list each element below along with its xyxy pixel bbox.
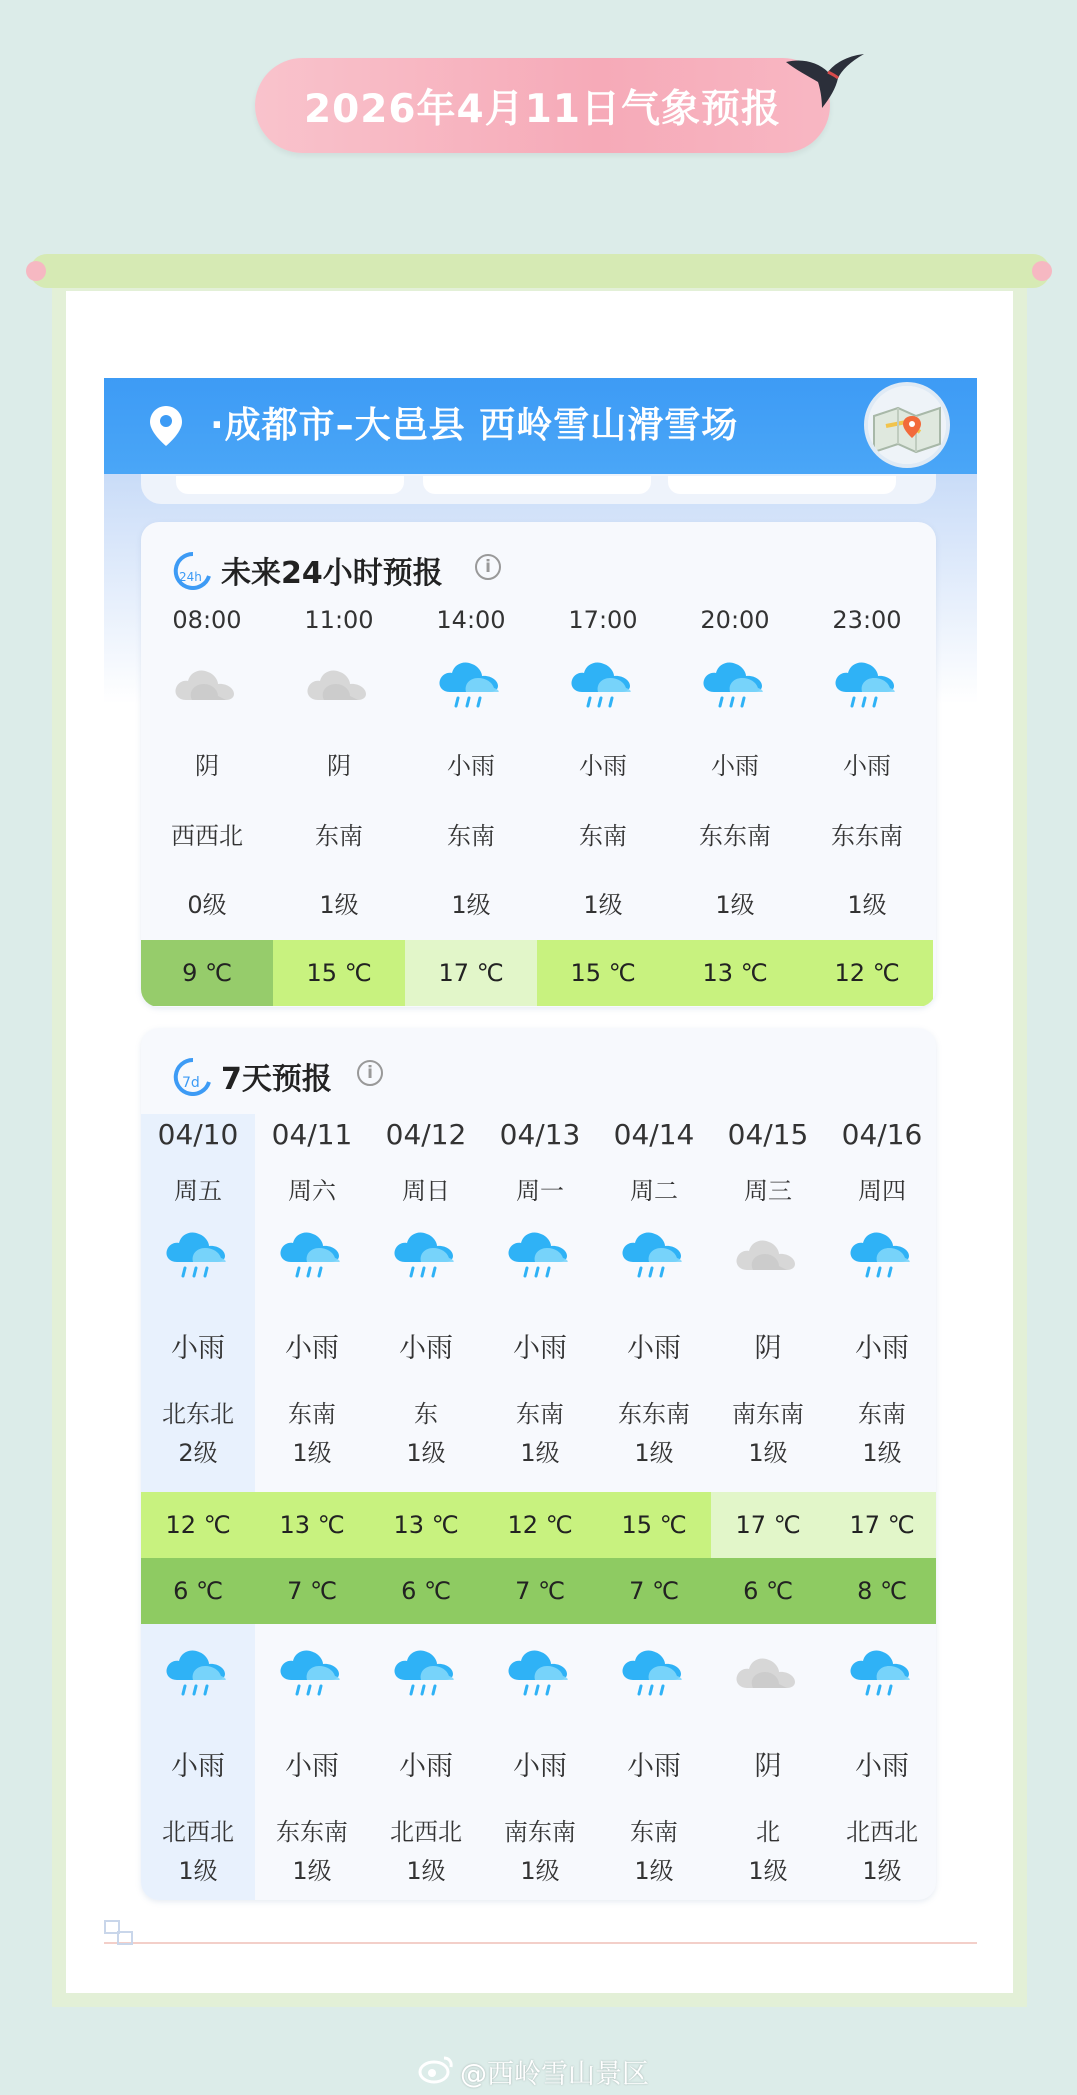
- page-title: 2026年4月11日气象预报: [304, 86, 781, 132]
- night-wind-level: 1级: [748, 1857, 788, 1885]
- night-wind-level: 1级: [292, 1857, 332, 1885]
- weather-icon-wrap: [568, 656, 638, 712]
- weather-icon-wrap: [391, 1644, 461, 1700]
- hourly-column[interactable]: [405, 522, 537, 1007]
- map-icon: [868, 386, 946, 464]
- night-wind-direction: 北西北: [162, 1818, 234, 1846]
- hourly-column[interactable]: [141, 522, 273, 1007]
- title-banner: [255, 58, 830, 153]
- weather-icon-wrap: [172, 656, 242, 712]
- weather-icon-wrap: [505, 1226, 575, 1282]
- high-temperature: 15 ℃: [597, 1492, 711, 1558]
- hour-weather: 小雨: [447, 752, 495, 780]
- low-temperature: 7 ℃: [597, 1558, 711, 1624]
- day-weekday: 周二: [630, 1177, 678, 1205]
- day-weather: 小雨: [513, 1333, 567, 1364]
- day-wind-direction: 东南: [516, 1400, 564, 1428]
- weather-icon-wrap: [304, 656, 374, 712]
- weather-icon-wrap: [847, 1226, 917, 1282]
- light-rain-icon: [163, 1226, 233, 1282]
- daily-column[interactable]: [597, 1028, 711, 1900]
- weather-icon-wrap: [619, 1644, 689, 1700]
- weather-icon-wrap: [277, 1226, 347, 1282]
- day-date: 04/14: [613, 1118, 695, 1151]
- day-weather: 小雨: [855, 1333, 909, 1364]
- daily-column[interactable]: [141, 1028, 255, 1900]
- day-wind-direction: 南东南: [732, 1400, 804, 1428]
- hour-weather: 小雨: [843, 752, 891, 780]
- daily-title: 7天预报: [221, 1062, 332, 1097]
- location-name: ·成都市–大邑县 西岭雪山滑雪场: [210, 405, 739, 446]
- night-wind-level: 1级: [520, 1857, 560, 1885]
- hour-time: 14:00: [436, 606, 506, 634]
- low-temperature: 6 ℃: [141, 1558, 255, 1624]
- hour-wind-direction: 东东南: [699, 822, 771, 850]
- day-weather: 小雨: [171, 1333, 225, 1364]
- footer-divider: [104, 1942, 977, 1944]
- night-wind-direction: 南东南: [504, 1818, 576, 1846]
- weather-icon-wrap: [277, 1644, 347, 1700]
- hour-time: 11:00: [304, 606, 374, 634]
- weather-icon-wrap: [505, 1644, 575, 1700]
- hour-wind-direction: 东南: [315, 822, 363, 850]
- light-rain-icon: [277, 1644, 347, 1700]
- weather-icon-wrap: [619, 1226, 689, 1282]
- high-temperature: 13 ℃: [255, 1492, 369, 1558]
- day-wind-level: 1级: [634, 1439, 674, 1467]
- night-weather: 小雨: [513, 1751, 567, 1782]
- hour-time: 23:00: [832, 606, 902, 634]
- weibo-icon: [418, 2054, 454, 2084]
- light-rain-icon: [505, 1644, 575, 1700]
- day-weekday: 周三: [744, 1177, 792, 1205]
- day-weather: 小雨: [399, 1333, 453, 1364]
- day-weekday: 周六: [288, 1177, 336, 1205]
- light-rain-icon: [700, 656, 770, 712]
- night-wind-level: 1级: [406, 1857, 446, 1885]
- hour-wind-direction: 东东南: [831, 822, 903, 850]
- day-date: 04/15: [727, 1118, 809, 1151]
- scroll-rod-end: [26, 261, 46, 281]
- hourly-forecast-card: [141, 522, 936, 1007]
- hour-temperature: 9 ℃: [141, 940, 273, 1006]
- day-date: 04/13: [499, 1118, 581, 1151]
- hour-wind-level: 1级: [715, 891, 755, 919]
- info-icon[interactable]: i: [475, 554, 501, 580]
- hour-temperature: 15 ℃: [273, 940, 405, 1006]
- hourly-column[interactable]: [273, 522, 405, 1007]
- hourly-icon-label: 24h: [179, 570, 202, 584]
- daily-column[interactable]: [711, 1028, 825, 1900]
- watermark-text: @西岭雪山景区: [460, 2059, 649, 2090]
- day-wind-level: 1级: [292, 1439, 332, 1467]
- scroll-rod-end: [1032, 261, 1052, 281]
- info-icon[interactable]: i: [357, 1060, 383, 1086]
- night-wind-level: 1级: [634, 1857, 674, 1885]
- night-weather: 小雨: [855, 1751, 909, 1782]
- light-rain-icon: [505, 1226, 575, 1282]
- weather-icon-wrap: [163, 1226, 233, 1282]
- light-rain-icon: [391, 1226, 461, 1282]
- light-rain-icon: [163, 1644, 233, 1700]
- weather-icon-wrap: [700, 656, 770, 712]
- cloudy-icon: [733, 1644, 803, 1700]
- night-wind-direction: 东南: [630, 1818, 678, 1846]
- high-temperature: 13 ℃: [369, 1492, 483, 1558]
- high-temperature: 12 ℃: [141, 1492, 255, 1558]
- light-rain-icon: [847, 1226, 917, 1282]
- day-wind-direction: 东东南: [618, 1400, 690, 1428]
- cloudy-icon: [304, 656, 374, 712]
- night-wind-direction: 北西北: [390, 1818, 462, 1846]
- day-wind-direction: 东: [414, 1400, 438, 1428]
- hour-weather: 小雨: [579, 752, 627, 780]
- low-temperature: 7 ℃: [255, 1558, 369, 1624]
- light-rain-icon: [832, 656, 902, 712]
- corner-ornament-icon: [104, 1920, 134, 1946]
- day-date: 04/10: [157, 1118, 239, 1151]
- map-button[interactable]: [864, 382, 950, 468]
- low-temperature: 6 ℃: [369, 1558, 483, 1624]
- day-wind-level: 2级: [178, 1439, 218, 1467]
- hour-temperature: 17 ℃: [405, 940, 537, 1006]
- scroll-rod: [30, 254, 1050, 288]
- weather-icon-wrap: [391, 1226, 461, 1282]
- day-weather: 小雨: [627, 1333, 681, 1364]
- low-temperature: 8 ℃: [825, 1558, 936, 1624]
- light-rain-icon: [391, 1644, 461, 1700]
- location-pin-icon: [148, 404, 184, 448]
- collapsed-tab[interactable]: [423, 476, 651, 494]
- hour-temperature: 15 ℃: [537, 940, 669, 1006]
- day-weekday: 周日: [402, 1177, 450, 1205]
- day-date: 04/16: [841, 1118, 923, 1151]
- collapsed-tab[interactable]: [176, 476, 404, 494]
- hour-wind-level: 1级: [583, 891, 623, 919]
- light-rain-icon: [847, 1644, 917, 1700]
- night-wind-direction: 东东南: [276, 1818, 348, 1846]
- collapsed-tab[interactable]: [668, 476, 896, 494]
- night-weather: 小雨: [399, 1751, 453, 1782]
- day-weekday: 周一: [516, 1177, 564, 1205]
- daily-column[interactable]: [369, 1028, 483, 1900]
- night-wind-level: 1级: [862, 1857, 902, 1885]
- night-wind-level: 1级: [178, 1857, 218, 1885]
- daily-icon-label: 7d: [182, 1075, 200, 1091]
- hour-wind-direction: 东南: [447, 822, 495, 850]
- weather-icon-wrap: [733, 1226, 803, 1282]
- weather-icon-wrap: [847, 1644, 917, 1700]
- night-weather: 小雨: [627, 1751, 681, 1782]
- day-wind-level: 1级: [748, 1439, 788, 1467]
- light-rain-icon: [436, 656, 506, 712]
- hourly-column[interactable]: [801, 522, 933, 1007]
- daily-column[interactable]: [825, 1028, 936, 1900]
- day-wind-level: 1级: [862, 1439, 902, 1467]
- day-wind-direction: 北东北: [162, 1400, 234, 1428]
- light-rain-icon: [568, 656, 638, 712]
- hourly-column[interactable]: [669, 522, 801, 1007]
- night-weather: 小雨: [285, 1751, 339, 1782]
- weather-icon-wrap: [163, 1644, 233, 1700]
- low-temperature: 7 ℃: [483, 1558, 597, 1624]
- weather-icon-wrap: [832, 656, 902, 712]
- night-weather: 阴: [754, 1751, 782, 1782]
- night-wind-direction: 北西北: [846, 1818, 918, 1846]
- cloudy-icon: [733, 1226, 803, 1282]
- day-wind-direction: 东南: [288, 1400, 336, 1428]
- day-wind-level: 1级: [406, 1439, 446, 1467]
- weather-icon-wrap: [733, 1644, 803, 1700]
- hour-weather: 小雨: [711, 752, 759, 780]
- hour-wind-level: 1级: [451, 891, 491, 919]
- light-rain-icon: [619, 1644, 689, 1700]
- night-wind-direction: 北: [756, 1818, 780, 1846]
- weather-icon-wrap: [436, 656, 506, 712]
- light-rain-icon: [619, 1226, 689, 1282]
- daily-column[interactable]: [255, 1028, 369, 1900]
- daily-column[interactable]: [483, 1028, 597, 1900]
- cloudy-icon: [172, 656, 242, 712]
- light-rain-icon: [277, 1226, 347, 1282]
- day-date: 04/11: [271, 1118, 353, 1151]
- day-weather: 阴: [754, 1333, 782, 1364]
- day-wind-level: 1级: [520, 1439, 560, 1467]
- hour-wind-level: 1级: [847, 891, 887, 919]
- hour-time: 17:00: [568, 606, 638, 634]
- day-date: 04/12: [385, 1118, 467, 1151]
- hour-wind-direction: 东南: [579, 822, 627, 850]
- hour-weather: 阴: [195, 752, 219, 780]
- hourly-title: 未来24小时预报: [221, 556, 443, 591]
- hourly-column[interactable]: [537, 522, 669, 1007]
- day-weather: 小雨: [285, 1333, 339, 1364]
- day-wind-direction: 东南: [858, 1400, 906, 1428]
- low-temperature: 6 ℃: [711, 1558, 825, 1624]
- night-weather: 小雨: [171, 1751, 225, 1782]
- high-temperature: 12 ℃: [483, 1492, 597, 1558]
- hour-temperature: 12 ℃: [801, 940, 933, 1006]
- day-weekday: 周四: [858, 1177, 906, 1205]
- hour-wind-direction: 西西北: [171, 822, 243, 850]
- hour-time: 08:00: [172, 606, 242, 634]
- hour-wind-level: 1级: [319, 891, 359, 919]
- hour-time: 20:00: [700, 606, 770, 634]
- high-temperature: 17 ℃: [825, 1492, 936, 1558]
- swallow-icon: [782, 48, 866, 114]
- hour-weather: 阴: [327, 752, 351, 780]
- day-weekday: 周五: [174, 1177, 222, 1205]
- location-bar[interactable]: [104, 378, 977, 474]
- high-temperature: 17 ℃: [711, 1492, 825, 1558]
- hour-temperature: 13 ℃: [669, 940, 801, 1006]
- hour-wind-level: 0级: [187, 891, 227, 919]
- daily-forecast-card: [141, 1028, 936, 1900]
